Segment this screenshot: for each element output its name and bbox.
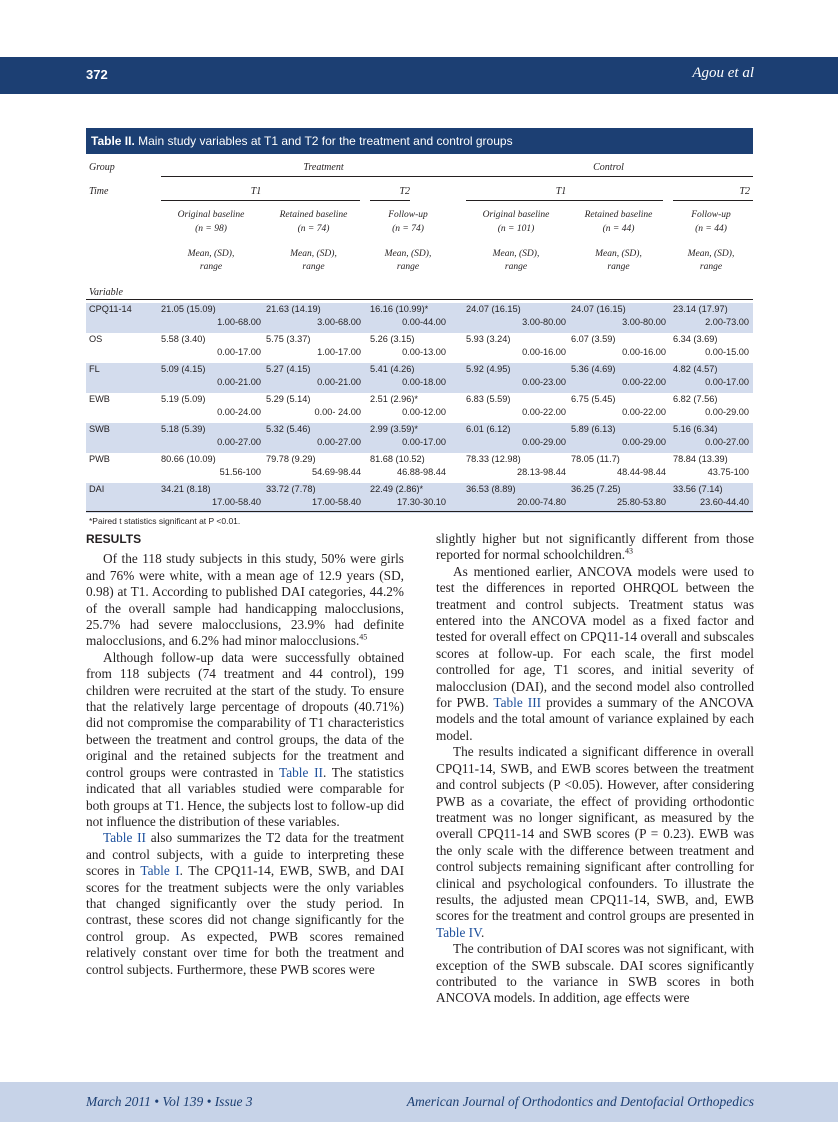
rule bbox=[161, 200, 360, 201]
cell-mean-sd: 5.58 (3.40) bbox=[161, 334, 206, 344]
text: also summarizes the T2 data for the treatment and control subjects, with a guide to interpreting these scores in bbox=[86, 830, 404, 879]
cell-mean-sd: 36.53 (8.89) bbox=[466, 484, 516, 494]
cell-range: 0.00-17.00 bbox=[402, 437, 446, 447]
column-n: (n = 44) bbox=[602, 224, 635, 234]
cell-range: 0.00-21.00 bbox=[217, 377, 261, 387]
cell-range: 28.13-98.44 bbox=[516, 467, 566, 477]
cell-range: 2.00-73.00 bbox=[705, 317, 749, 327]
table-iv-link[interactable]: Table IV bbox=[436, 924, 481, 940]
cell-range: 3.00-68.00 bbox=[317, 317, 361, 327]
cell-range: 17.30-30.10 bbox=[396, 497, 446, 507]
cell-range: 1.00-17.00 bbox=[317, 347, 361, 357]
treatment-t2-header: T2 bbox=[399, 186, 410, 197]
table-ii-link[interactable]: Table II bbox=[103, 830, 146, 846]
text: slightly higher but not significantly different from those reported for normal schoolchildren. bbox=[436, 531, 754, 563]
cell-mean-sd: 23.14 (17.97) bbox=[673, 304, 728, 314]
cell-range: 0.00-18.00 bbox=[402, 377, 446, 387]
cell-range: 43.75-100 bbox=[707, 467, 749, 477]
cell-range: 0.00-17.00 bbox=[217, 347, 261, 357]
cell-range: 0.00-13.00 bbox=[402, 347, 446, 357]
rule bbox=[86, 299, 753, 300]
cell-mean-sd: 2.51 (2.96)* bbox=[370, 394, 419, 404]
column-n: (n = 101) bbox=[497, 224, 535, 234]
cell-mean-sd: 22.49 (2.86)* bbox=[370, 484, 424, 494]
cell-mean-sd: 6.75 (5.45) bbox=[571, 394, 616, 404]
cell-mean-sd: 4.82 (4.57) bbox=[673, 364, 718, 374]
rule bbox=[370, 200, 410, 201]
paragraph bbox=[436, 531, 754, 564]
cell-mean-sd: 24.07 (16.15) bbox=[571, 304, 626, 314]
right-column bbox=[436, 531, 754, 1007]
paragraph bbox=[436, 564, 754, 744]
cell-range: 0.00-15.00 bbox=[705, 347, 749, 357]
cell-mean-sd: 78.33 (12.98) bbox=[466, 454, 521, 464]
results-heading: RESULTS bbox=[86, 532, 142, 546]
table-row bbox=[86, 453, 753, 483]
cell-range: 48.44-98.44 bbox=[616, 467, 666, 477]
column-name: Original baseline bbox=[177, 210, 245, 220]
cell-mean-sd: 34.21 (8.18) bbox=[161, 484, 211, 494]
control-header: Control bbox=[593, 162, 624, 173]
journal-name: American Journal of Orthodontics and Dentofacial Orthopedics bbox=[406, 1094, 754, 1109]
running-head: Agou et al bbox=[692, 65, 754, 81]
cell-range: 3.00-80.00 bbox=[522, 317, 566, 327]
cell-range: 20.00-74.80 bbox=[516, 497, 566, 507]
variable-name: PWB bbox=[89, 454, 110, 464]
text: As mentioned earlier, ANCOVA models were used to test the differences in reported OHRQOL between the treatment and control subjects. Treatment status was entered into the ANCOVA model as a fixed factor and tested for overall effect on CPQ11-14 overall and subscales scores at follow-up. For each scale, the first model controlled for age, T1 scores, and initial severity of malocclusion (DAI), and the second model also controlled for PWB. bbox=[436, 563, 754, 711]
variable-header: Variable bbox=[89, 287, 123, 298]
column-stat-range: range bbox=[199, 262, 223, 272]
text: The contribution of DAI scores was not significant, with exception of the SWB subscale. DAI scores significantly contributed to the variance in SWB scores in both ANCOVA models. In addition, age effects were bbox=[436, 941, 754, 1006]
column-stat-range: range bbox=[607, 262, 630, 272]
cell-range: 0.00-22.00 bbox=[522, 407, 566, 417]
cell-range: 0.00-17.00 bbox=[705, 377, 749, 387]
cell-mean-sd: 6.01 (6.12) bbox=[466, 424, 511, 434]
cell-range: 0.00-16.00 bbox=[522, 347, 566, 357]
control-t1-header: T1 bbox=[555, 186, 567, 197]
column-stat-label: Mean, (SD), bbox=[595, 249, 642, 259]
column-stat-label: Mean, (SD), bbox=[687, 249, 735, 259]
reference[interactable]: 45 bbox=[359, 633, 368, 643]
column-name: Follow-up bbox=[388, 210, 428, 220]
paragraph bbox=[436, 744, 754, 941]
cell-range: 0.00-24.00 bbox=[217, 407, 261, 417]
table-caption: Main study variables at T1 and T2 for the treatment and control groups bbox=[138, 134, 513, 148]
cell-mean-sd: 5.27 (4.15) bbox=[266, 364, 311, 374]
column-name: Original baseline bbox=[482, 210, 550, 220]
column-stat-label: Mean, (SD), bbox=[290, 249, 337, 259]
cell-mean-sd: 5.75 (3.37) bbox=[266, 334, 311, 344]
cell-mean-sd: 6.34 (3.69) bbox=[673, 334, 718, 344]
paragraph bbox=[436, 941, 754, 1007]
cell-range: 0.00- 24.00 bbox=[314, 407, 361, 417]
column-stat-label: Mean, (SD), bbox=[187, 249, 235, 259]
cell-mean-sd: 33.72 (7.78) bbox=[266, 484, 316, 494]
table-title bbox=[86, 128, 753, 154]
text: . The CPQ11-14, EWB, SWB, and DAI scores for the treatment subjects were the only variables that changed significantly over the study period. In contrast, these scores did not change significantly for the control group. As expected, PWB scores remained relatively constant over time for both the treatment and control subjects. Furthermore, these PWB scores were bbox=[86, 863, 405, 977]
column-name: Retained baseline bbox=[279, 210, 348, 220]
variable-name: CPQ11-14 bbox=[89, 304, 132, 314]
rule bbox=[86, 511, 753, 512]
cell-mean-sd: 5.09 (4.15) bbox=[161, 364, 206, 374]
paragraph bbox=[86, 551, 404, 649]
reference[interactable]: 43 bbox=[625, 546, 634, 556]
cell-mean-sd: 5.36 (4.69) bbox=[571, 364, 616, 374]
column-n: (n = 74) bbox=[392, 224, 424, 234]
rule bbox=[673, 200, 753, 201]
left-column bbox=[86, 531, 404, 978]
control-t2-header: T2 bbox=[739, 186, 750, 197]
time-header: Time bbox=[89, 186, 109, 197]
cell-mean-sd: 21.05 (15.09) bbox=[161, 304, 216, 314]
cell-range: 51.56-100 bbox=[219, 467, 261, 477]
paragraph bbox=[86, 650, 404, 830]
cell-mean-sd: 33.56 (7.14) bbox=[673, 484, 723, 494]
table-ii-link[interactable]: Table II bbox=[279, 764, 323, 780]
column-stat-range: range bbox=[302, 262, 325, 272]
cell-mean-sd: 5.92 (4.95) bbox=[466, 364, 511, 374]
table-iii-link[interactable]: Table III bbox=[493, 695, 542, 711]
cell-mean-sd: 81.68 (10.52) bbox=[370, 454, 425, 464]
column-name: Follow-up bbox=[691, 210, 731, 220]
cell-range: 1.00-68.00 bbox=[217, 317, 261, 327]
cell-mean-sd: 36.25 (7.25) bbox=[571, 484, 621, 494]
cell-range: 0.00-44.00 bbox=[402, 317, 446, 327]
table-row bbox=[86, 393, 753, 423]
table-i-link[interactable]: Table I bbox=[140, 863, 180, 879]
cell-mean-sd: 5.26 (3.15) bbox=[370, 334, 415, 344]
cell-range: 0.00-29.00 bbox=[622, 437, 666, 447]
cell-range: 46.88-98.44 bbox=[396, 467, 446, 477]
column-stat-label: Mean, (SD), bbox=[384, 249, 432, 259]
cell-range: 0.00-16.00 bbox=[622, 347, 666, 357]
cell-range: 25.80-53.80 bbox=[616, 497, 666, 507]
column-stat-range: range bbox=[699, 262, 723, 272]
table-row bbox=[86, 363, 753, 393]
cell-mean-sd: 16.16 (10.99)* bbox=[370, 304, 429, 314]
text: provides a summary of the ANCOVA models and the total amount of variance explained by each model. bbox=[436, 695, 755, 743]
column-n: (n = 98) bbox=[195, 224, 227, 234]
cell-mean-sd: 2.99 (3.59)* bbox=[370, 424, 419, 434]
text: Of the 118 study subjects in this study, 50% were girls and 76% were white, with a mean age of 12.9 years (SD, 0.98) at T1. According to published DAI categories, 44.2% of the overall sample had handicapping malocclusions, 25.7% had severe malocclusions, 23.9% had definite malocclusions, and 6.2% had minor malocclusions. bbox=[86, 551, 404, 649]
column-stat-range: range bbox=[396, 262, 420, 272]
cell-mean-sd: 5.93 (3.24) bbox=[466, 334, 511, 344]
table-row bbox=[86, 483, 753, 513]
cell-range: 54.69-98.44 bbox=[311, 467, 361, 477]
table-row bbox=[86, 303, 753, 333]
table-label: Table II. bbox=[91, 134, 135, 148]
footer-bar bbox=[0, 1082, 838, 1122]
treatment-t1-header: T1 bbox=[250, 186, 262, 197]
table-ii bbox=[86, 128, 753, 526]
cell-range: 0.00-27.00 bbox=[317, 437, 361, 447]
cell-range: 0.00-21.00 bbox=[317, 377, 361, 387]
cell-mean-sd: 5.29 (5.14) bbox=[266, 394, 311, 404]
cell-range: 17.00-58.40 bbox=[211, 497, 261, 507]
text: . The statistics indicated that all variables studied were comparable for both groups at T1. Hence, the subjects lost to follow-up did not influence the distribution of these variables. bbox=[86, 764, 404, 829]
cell-mean-sd: 80.66 (10.09) bbox=[161, 454, 216, 464]
cell-mean-sd: 5.19 (5.09) bbox=[161, 394, 206, 404]
column-n: (n = 74) bbox=[297, 224, 330, 234]
cell-range: 0.00-22.00 bbox=[622, 407, 666, 417]
variable-name: EWB bbox=[89, 394, 110, 404]
text: . bbox=[480, 924, 485, 940]
cell-range: 0.00-29.00 bbox=[705, 407, 749, 417]
cell-mean-sd: 5.16 (6.34) bbox=[673, 424, 718, 434]
group-header: Group bbox=[89, 162, 115, 173]
cell-mean-sd: 6.82 (7.56) bbox=[673, 394, 718, 404]
cell-mean-sd: 6.83 (5.59) bbox=[466, 394, 511, 404]
variable-name: FL bbox=[89, 364, 100, 374]
column-stat-range: range bbox=[504, 262, 528, 272]
cell-mean-sd: 21.63 (14.19) bbox=[266, 304, 321, 314]
column-n: (n = 44) bbox=[695, 224, 727, 234]
table-footnote: *Paired t statistics significant at P <0.01. bbox=[89, 516, 241, 526]
treatment-header: Treatment bbox=[303, 162, 344, 173]
cell-mean-sd: 79.78 (9.29) bbox=[266, 454, 316, 464]
cell-mean-sd: 5.89 (6.13) bbox=[571, 424, 616, 434]
rule bbox=[161, 176, 753, 177]
variable-name: OS bbox=[89, 334, 103, 344]
table-row bbox=[86, 333, 753, 363]
header-bar bbox=[0, 57, 838, 94]
cell-range: 0.00-29.00 bbox=[522, 437, 566, 447]
rule bbox=[466, 200, 663, 201]
page-number: 372 bbox=[86, 67, 108, 82]
column-name: Retained baseline bbox=[584, 210, 653, 220]
variable-name: SWB bbox=[89, 424, 110, 434]
cell-mean-sd: 78.05 (11.7) bbox=[571, 454, 620, 464]
cell-mean-sd: 78.84 (13.39) bbox=[673, 454, 728, 464]
cell-mean-sd: 24.07 (16.15) bbox=[466, 304, 521, 314]
cell-mean-sd: 6.07 (3.59) bbox=[571, 334, 616, 344]
variable-name: DAI bbox=[89, 484, 105, 494]
cell-range: 0.00-27.00 bbox=[217, 437, 261, 447]
text: Although follow-up data were successfully obtained from 118 subjects (74 treatment and 44 control), 199 children were recruited at the start of the study. To ensure that the relatively large percentage of dropouts (40.71%) did not compromise the comparability of T1 characteristics between the treatment and control groups, the data of the original and the retained subjects for the treatment and control groups were contrasted in bbox=[86, 649, 404, 780]
cell-range: 0.00-12.00 bbox=[402, 407, 446, 417]
cell-range: 0.00-27.00 bbox=[705, 437, 749, 447]
cell-range: 0.00-23.00 bbox=[522, 377, 566, 387]
cell-mean-sd: 5.41 (4.26) bbox=[370, 364, 415, 374]
cell-range: 23.60-44.40 bbox=[699, 497, 749, 507]
text: The results indicated a significant difference in overall CPQ11-14, SWB, and EWB scores between the treatment and control subjects (P <0.05). However, after considering PWB as a covariate, the effect of providing orthodontic treatment was no longer significant, as measured by the overall CPQ11-14 and SWB scores (P = 0.23). EWB was the only scale with the difference between treatment and control subjects remaining significant after controlling for clinical and psychological confounders. To illustrate the results, the adjusted mean CPQ11-14, SWB, and, EWB scores for the treatment and control groups are presented in bbox=[436, 744, 754, 924]
table-row bbox=[86, 423, 753, 453]
cell-range: 0.00-22.00 bbox=[622, 377, 666, 387]
issue-info: March 2011 • Vol 139 • Issue 3 bbox=[86, 1094, 253, 1109]
cell-range: 3.00-80.00 bbox=[622, 317, 666, 327]
cell-range: 17.00-58.40 bbox=[311, 497, 361, 507]
column-stat-label: Mean, (SD), bbox=[492, 249, 540, 259]
paragraph bbox=[86, 830, 404, 978]
cell-mean-sd: 5.32 (5.46) bbox=[266, 424, 311, 434]
cell-mean-sd: 5.18 (5.39) bbox=[161, 424, 206, 434]
